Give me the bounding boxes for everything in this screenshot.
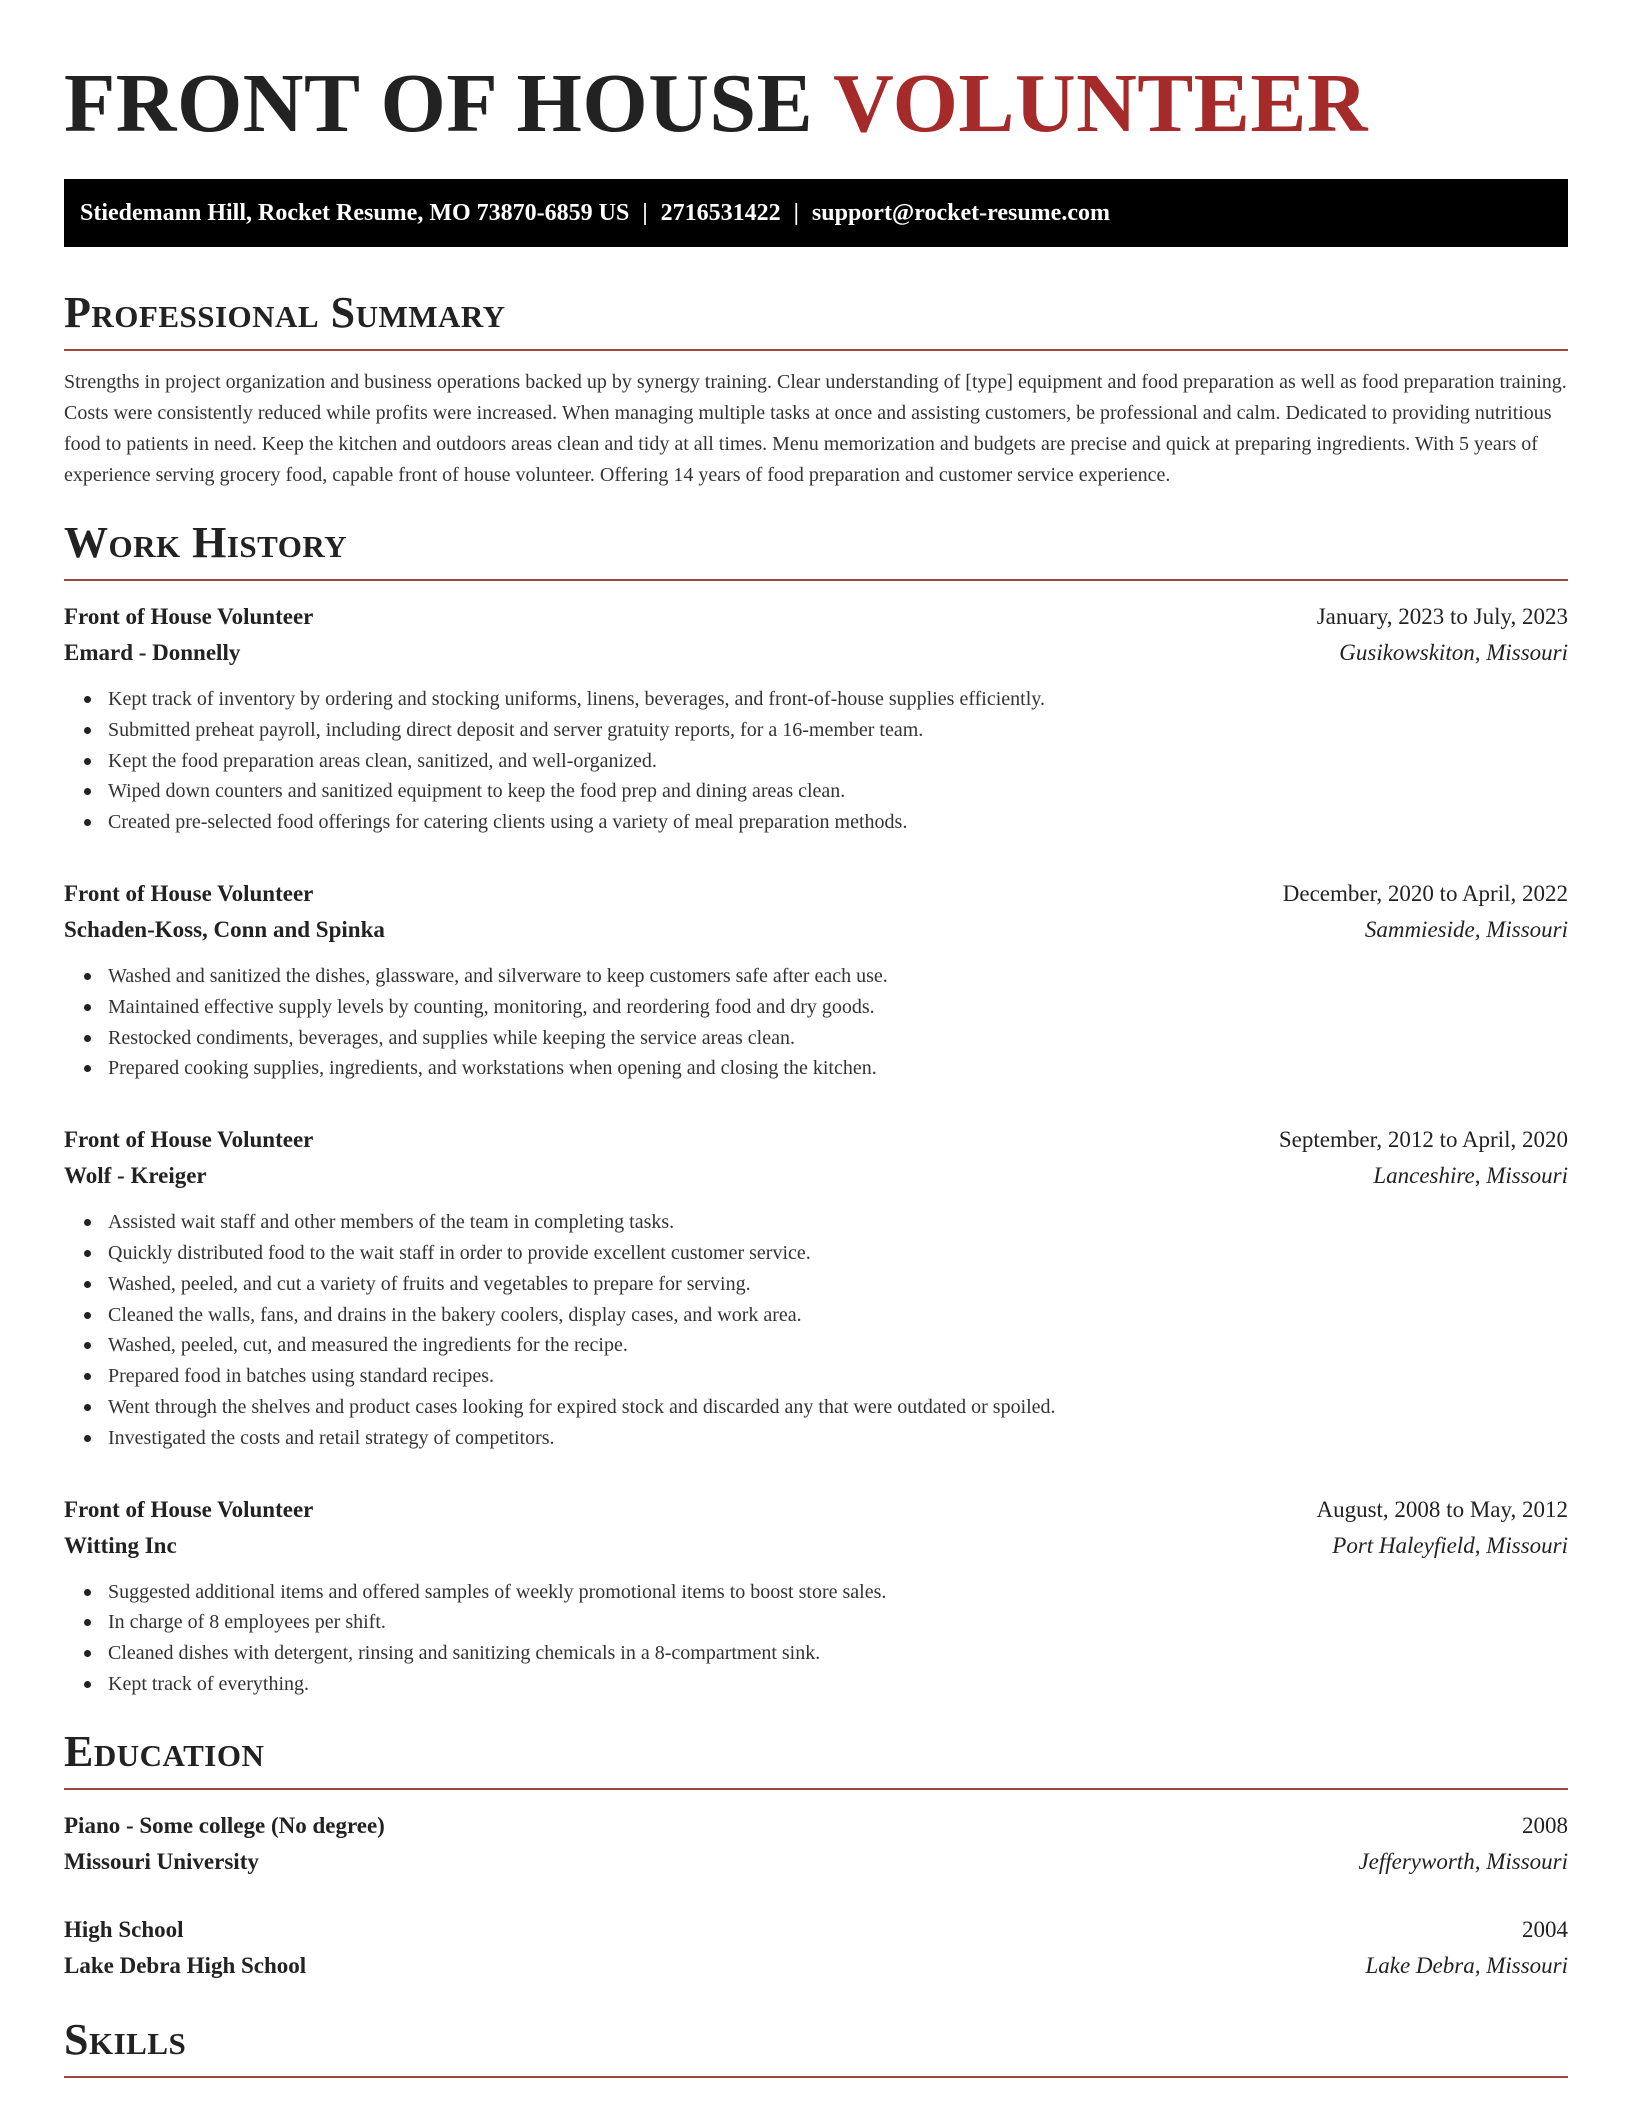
job-bullet: Prepared cooking supplies, ingredients, and workstations when opening and closing the kitchen. — [108, 1053, 1568, 1084]
job-title: Front of House Volunteer — [64, 1496, 314, 1522]
job-bullet: Created pre-selected food offerings for catering clients using a variety of meal preparation methods. — [108, 807, 1568, 838]
job-bullet: Washed, peeled, and cut a variety of fruits and vegetables to prepare for serving. — [108, 1269, 1568, 1300]
education-entry — [64, 1808, 1568, 1880]
job-entry — [64, 1492, 1568, 1700]
job-dates: September, 2012 to April, 2020 — [1278, 1127, 1568, 1153]
job-entry — [64, 1122, 1568, 1453]
section-divider — [64, 579, 1568, 581]
summary-text: Strengths in project organization and business operations backed up by synergy training. Clear understanding of [type] equipment and food preparation as well as food preparation training. Costs were consistently reduced while profits were increased. When managing multiple tasks at once and assisting customers, be professional and calm. Dedicated to providing nutritious food to patients in need. Keep the kitchen and outdoors areas clean and tidy at all times. Menu memorization and budgets are precise and quick at preparing ingredients. With 5 years of experience serving grocery food, capable front of house volunteer. Offering 14 years of food preparation and customer service experience. — [64, 371, 1567, 486]
contact-bar — [64, 179, 1568, 247]
job-company-row — [64, 912, 1568, 948]
education-school-row — [64, 1948, 1568, 1984]
job-title: Front of House Volunteer — [64, 604, 314, 629]
education-school: Lake Debra High School — [64, 1952, 307, 1978]
job-title: Front of House Volunteer — [64, 880, 314, 906]
job-location: Gusikowskiton, Missouri — [1339, 640, 1568, 665]
job-location: Sammieside, Missouri — [1364, 916, 1568, 942]
section-divider — [64, 1788, 1568, 1790]
education-heading: Education — [64, 1726, 265, 1776]
work-history-heading: Work History — [64, 518, 348, 567]
job-title-row — [64, 1122, 1568, 1158]
job-bullet: Kept the food preparation areas clean, sanitized, and well-organized. — [108, 746, 1568, 777]
job-company: Schaden-Koss, Conn and Spinka — [64, 916, 385, 942]
education-degree: High School — [64, 1916, 184, 1942]
job-bullet: Wiped down counters and sanitized equipment to keep the food prep and dining areas clean. — [108, 776, 1568, 807]
job-dates: August, 2008 to May, 2012 — [1316, 1496, 1568, 1522]
education-year: 2008 — [1522, 1812, 1568, 1838]
section-divider — [64, 2076, 1568, 2078]
job-entry — [64, 876, 1568, 1084]
job-bullets — [64, 1207, 1568, 1453]
job-bullet: Cleaned dishes with detergent, rinsing and sanitizing chemicals in a 8-compartment sink. — [108, 1638, 1568, 1669]
education-year: 2004 — [1522, 1916, 1568, 1942]
job-company-row — [64, 1528, 1568, 1564]
job-bullet: Submitted preheat payroll, including direct deposit and server gratuity reports, for a 16-member team. — [108, 715, 1568, 746]
contact-email[interactable]: support@rocket-resume.com — [811, 200, 1110, 226]
job-title: Front of House Volunteer — [64, 1127, 314, 1153]
education-school: Missouri University — [64, 1848, 259, 1874]
job-bullet: Investigated the costs and retail strategy of competitors. — [108, 1423, 1568, 1454]
education-degree-row — [64, 1912, 1568, 1948]
section-divider — [64, 349, 1568, 351]
title-accent: VOLUNTEER — [833, 57, 1369, 150]
job-company: Witting Inc — [64, 1532, 177, 1558]
education-degree-row — [64, 1808, 1568, 1844]
job-title-row — [64, 599, 1568, 635]
skills-heading: Skills — [64, 2014, 187, 2064]
job-location: Lanceshire, Missouri — [1373, 1163, 1568, 1189]
job-bullet: Prepared food in batches using standard recipes. — [108, 1361, 1568, 1392]
job-bullets — [64, 1577, 1568, 1700]
job-bullet: Restocked condiments, beverages, and supplies while keeping the service areas clean. — [108, 1023, 1568, 1054]
job-company-row — [64, 1158, 1568, 1194]
education-entry — [64, 1912, 1568, 1984]
summary-heading: Professional Summary — [64, 288, 506, 337]
contact-address: Stiedemann Hill, Rocket Resume, MO 73870-6859 US — [80, 200, 630, 226]
education-location: Lake Debra, Missouri — [1365, 1952, 1568, 1978]
education-location: Jefferyworth, Missouri — [1358, 1848, 1568, 1874]
education-school-row — [64, 1844, 1568, 1880]
job-bullet: Quickly distributed food to the wait staff in order to provide excellent customer service. — [108, 1238, 1568, 1269]
job-bullets — [64, 684, 1568, 838]
job-company-row — [64, 635, 1568, 671]
job-bullet: Maintained effective supply levels by counting, monitoring, and reordering food and dry goods. — [108, 992, 1568, 1023]
education-degree: Piano - Some college (No degree) — [64, 1812, 385, 1838]
job-dates: January, 2023 to July, 2023 — [1316, 604, 1568, 629]
job-company: Emard - Donnelly — [64, 640, 241, 665]
job-bullet: Washed, peeled, cut, and measured the ingredients for the recipe. — [108, 1330, 1568, 1361]
job-title-row — [64, 1492, 1568, 1528]
resume-title — [64, 0, 1568, 153]
title-main: FRONT OF HOUSE — [64, 57, 814, 150]
job-bullet: Assisted wait staff and other members of the team in completing tasks. — [108, 1207, 1568, 1238]
job-bullets — [64, 961, 1568, 1084]
job-location: Port Haleyfield, Missouri — [1332, 1532, 1568, 1558]
job-bullet: Kept track of everything. — [108, 1669, 1568, 1700]
contact-separator: | — [793, 200, 799, 226]
contact-phone[interactable]: 2716531422 — [660, 200, 781, 226]
job-bullet: In charge of 8 employees per shift. — [108, 1607, 1568, 1638]
job-bullet: Kept track of inventory by ordering and stocking uniforms, linens, beverages, and front-of-house supplies efficiently. — [108, 684, 1568, 715]
job-bullet: Suggested additional items and offered samples of weekly promotional items to boost store sales. — [108, 1577, 1568, 1608]
job-entry — [64, 599, 1568, 838]
job-title-row — [64, 876, 1568, 912]
contact-separator: | — [642, 200, 648, 226]
job-bullet: Cleaned the walls, fans, and drains in the bakery coolers, display cases, and work area. — [108, 1300, 1568, 1331]
job-bullet: Washed and sanitized the dishes, glassware, and silverware to keep customers safe after each use. — [108, 961, 1568, 992]
job-company: Wolf - Kreiger — [64, 1163, 207, 1189]
job-bullet: Went through the shelves and product cases looking for expired stock and discarded any that were outdated or spoiled. — [108, 1392, 1568, 1423]
job-dates: December, 2020 to April, 2022 — [1282, 880, 1568, 906]
